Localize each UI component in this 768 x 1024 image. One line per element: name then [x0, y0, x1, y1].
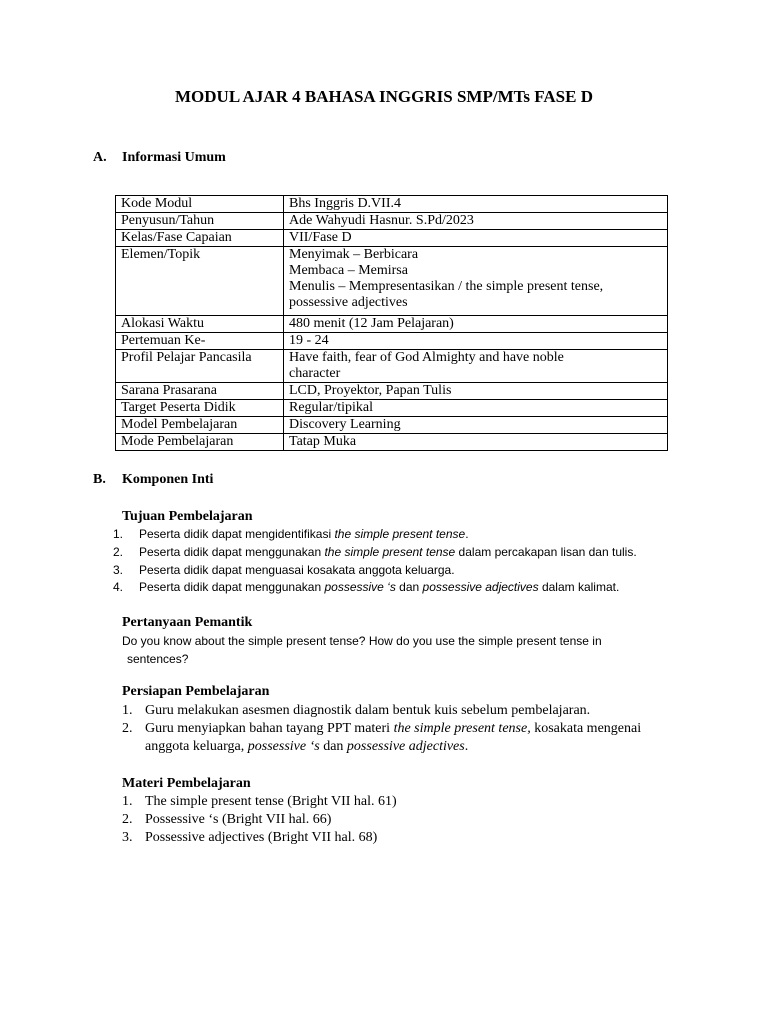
list-item	[113, 544, 637, 562]
list-number: 4.	[113, 580, 124, 595]
table-row	[116, 230, 668, 247]
list-item	[122, 793, 652, 811]
list-item	[122, 811, 652, 829]
list-text-italic: the simple present tense	[334, 527, 466, 541]
table-value-line: possessive adjectives	[289, 295, 408, 310]
table-value	[284, 247, 668, 316]
table-value-line: character	[289, 366, 341, 381]
list-text-part: dan	[319, 739, 347, 754]
section-b-letter: B.	[93, 472, 106, 487]
table-key: Mode Pembelajaran	[116, 434, 284, 451]
table-value-line: Membaca – Memirsa	[289, 263, 408, 278]
list-text-italic: possessive adjectives	[346, 739, 465, 754]
table-key: Penyusun/Tahun	[116, 213, 284, 230]
table-row	[116, 434, 668, 451]
section-a-letter: A.	[93, 150, 107, 165]
section-b-title: Komponen Inti	[122, 472, 214, 487]
tujuan-list	[113, 526, 637, 597]
table-key: Alokasi Waktu	[116, 316, 284, 333]
table-key: Kode Modul	[116, 196, 284, 213]
pemantik-heading: Pertanyaan Pemantik	[122, 615, 253, 630]
list-number: 1.	[122, 703, 133, 718]
table-row	[116, 417, 668, 434]
table-row	[116, 333, 668, 350]
list-item	[113, 562, 637, 580]
section-b-heading	[93, 472, 213, 488]
list-item	[122, 720, 652, 756]
table-row	[116, 213, 668, 230]
list-number: 2.	[122, 721, 133, 736]
pemantik-text	[122, 632, 652, 668]
list-item	[113, 526, 637, 544]
materi-heading: Materi Pembelajaran	[122, 776, 251, 791]
table-row	[116, 350, 668, 383]
table-key: Pertemuan Ke-	[116, 333, 284, 350]
list-item	[122, 702, 652, 720]
list-number: 2.	[113, 544, 124, 559]
pemantik-line: Do you know about the simple present tense? How do you use the simple present tense in	[122, 634, 602, 648]
list-text: The simple present tense (Bright VII hal. 61)	[145, 794, 397, 809]
table-value-line: Have faith, fear of God Almighty and have noble	[289, 350, 564, 365]
document-title: MODUL AJAR 4 BAHASA INGGRIS SMP/MTs FASE D	[175, 87, 593, 106]
list-text: dalam percakapan lisan dan tulis.	[455, 544, 637, 559]
table-key: Elemen/Topik	[116, 247, 284, 316]
info-table	[115, 195, 668, 451]
section-a-title: Informasi Umum	[122, 150, 226, 165]
table-key: Model Pembelajaran	[116, 417, 284, 434]
list-item	[122, 829, 652, 847]
table-row	[116, 316, 668, 333]
table-value: 19 - 24	[284, 333, 668, 350]
list-text-italic: possessive ‘s	[324, 580, 396, 595]
list-item	[113, 579, 637, 597]
list-text-italic: possessive ‘s	[247, 739, 320, 754]
list-text: Peserta didik dapat menggunakan	[139, 580, 325, 595]
table-key: Target Peserta Didik	[116, 400, 284, 417]
table-row	[116, 196, 668, 213]
table-value: 480 menit (12 Jam Pelajaran)	[284, 316, 668, 333]
persiapan-heading: Persiapan Pembelajaran	[122, 684, 270, 699]
list-text: Peserta didik dapat mengidentifikasi	[139, 527, 335, 541]
list-number: 3.	[122, 830, 133, 845]
list-text: dan	[395, 580, 423, 595]
table-value: Bhs Inggris D.VII.4	[284, 196, 668, 213]
table-key: Kelas/Fase Capaian	[116, 230, 284, 247]
table-key: Sarana Prasarana	[116, 383, 284, 400]
pemantik-line: sentences?	[127, 652, 189, 666]
list-text: Possessive adjectives (Bright VII hal. 68)	[145, 830, 378, 845]
list-text	[145, 720, 652, 756]
list-text-part: Guru menyiapkan bahan tayang PPT materi	[145, 721, 394, 736]
table-row	[116, 400, 668, 417]
list-text: .	[465, 527, 469, 541]
list-number: 1.	[113, 527, 124, 541]
table-value: Ade Wahyudi Hasnur. S.Pd/2023	[284, 213, 668, 230]
list-text-italic: the simple present tense	[324, 544, 456, 559]
table-value: Regular/tipikal	[284, 400, 668, 417]
list-text: Possessive ‘s (Bright VII hal. 66)	[145, 812, 332, 827]
list-text-part: .	[464, 739, 469, 754]
table-row	[116, 383, 668, 400]
list-number: 3.	[113, 562, 124, 577]
table-value-line: Menyimak – Berbicara	[289, 247, 419, 262]
table-value	[284, 350, 668, 383]
list-text: Guru melakukan asesmen diagnostik dalam bentuk kuis sebelum pembelajaran.	[145, 703, 591, 718]
tujuan-heading: Tujuan Pembelajaran	[122, 509, 253, 524]
list-text-italic: the simple present tense,	[393, 721, 531, 736]
list-text-italic: possessive adjectives	[422, 580, 539, 595]
table-value: VII/Fase D	[284, 230, 668, 247]
persiapan-list	[122, 702, 652, 756]
table-row	[116, 247, 668, 316]
table-key: Profil Pelajar Pancasila	[116, 350, 284, 383]
table-value: Tatap Muka	[284, 434, 668, 451]
list-text: dalam kalimat.	[538, 580, 620, 595]
table-value: Discovery Learning	[284, 417, 668, 434]
list-text: Peserta didik dapat menggunakan	[139, 544, 325, 559]
table-value: LCD, Proyektor, Papan Tulis	[284, 383, 668, 400]
list-text-part: kosakata mengenai anggota keluarga,	[145, 721, 642, 754]
materi-list	[122, 793, 652, 847]
table-value-line: Menulis – Mempresentasikan / the simple present tense,	[289, 279, 604, 294]
section-a-heading	[93, 150, 226, 166]
list-number: 1.	[122, 794, 133, 809]
list-number: 2.	[122, 812, 133, 827]
list-text: Peserta didik dapat menguasai kosakata anggota keluarga.	[139, 562, 455, 577]
